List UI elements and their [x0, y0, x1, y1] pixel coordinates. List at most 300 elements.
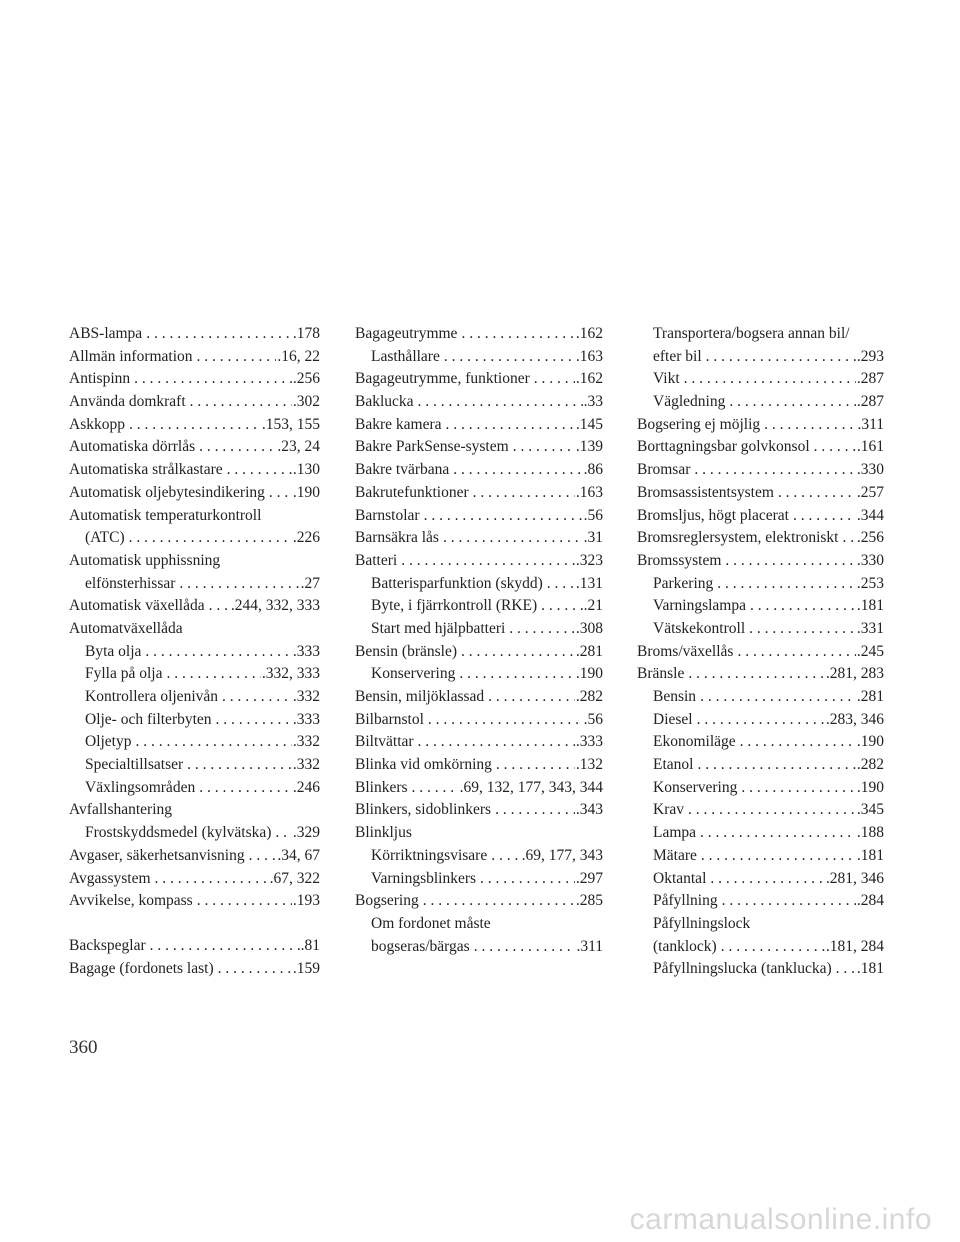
- entry-page-ref: .163: [575, 347, 603, 365]
- page-number: 360: [69, 1037, 98, 1058]
- index-entry: [355, 459, 603, 482]
- index-entry: [637, 436, 884, 459]
- index-entry: [69, 890, 320, 913]
- leader-dots: [760, 414, 856, 437]
- index-entry: [637, 550, 884, 573]
- entry-page-ref: .190: [292, 483, 320, 501]
- entry-term: Bagage (fordonets last): [69, 959, 214, 977]
- watermark-logo: carmanualsonline.info: [629, 1203, 932, 1236]
- leader-dots: [193, 346, 277, 369]
- leader-dots: [487, 845, 520, 868]
- index-entry: [69, 618, 320, 641]
- entry-term: Krav: [653, 801, 684, 819]
- entry-term: Använda domkraft: [69, 393, 186, 411]
- index-subentry: [69, 641, 320, 664]
- entry-term: Bromsar: [637, 461, 691, 479]
- index-entry: [69, 845, 320, 868]
- index-entry: [69, 799, 320, 822]
- entry-page-ref: .162: [575, 325, 603, 342]
- index-subentry: [637, 868, 884, 891]
- entry-term: Barnstolar: [355, 506, 420, 524]
- entry-page-ref: .282: [575, 688, 603, 705]
- entry-page-ref: .287: [856, 393, 884, 411]
- index-subentry: [637, 323, 884, 346]
- entry-page-ref: .256: [292, 370, 320, 388]
- index-entry: [355, 323, 603, 346]
- entry-term: Antispinn: [69, 370, 131, 388]
- entry-page-ref: .16, 22: [277, 347, 320, 365]
- leader-dots: [680, 368, 856, 391]
- index-entry: [637, 505, 884, 528]
- leader-dots: [810, 436, 856, 459]
- leader-dots: [537, 595, 582, 618]
- leader-dots: [690, 459, 855, 482]
- leader-dots: [125, 414, 261, 437]
- leader-dots: [713, 573, 856, 596]
- entry-page-ref: .283, 346: [825, 710, 884, 728]
- leader-dots: [142, 323, 292, 346]
- entry-term: Konservering: [371, 665, 456, 683]
- leader-dots: [195, 436, 276, 459]
- index-subentry: [637, 958, 884, 981]
- index-entry: [355, 822, 603, 845]
- index-entry: [69, 436, 320, 459]
- entry-page-ref: .31: [583, 529, 603, 547]
- entry-term: Bakrutefunktioner: [355, 483, 469, 501]
- entry-page-ref: .56: [583, 710, 603, 728]
- leader-dots: [414, 731, 575, 754]
- index-subentry: [355, 663, 603, 686]
- entry-page-ref: .308: [575, 619, 603, 637]
- leader-dots: [492, 754, 575, 777]
- leader-dots: [684, 663, 825, 686]
- entry-term: Bromsljus, högt placerat: [637, 506, 789, 524]
- index-entry: [69, 505, 320, 528]
- entry-term: Blinkljus: [355, 824, 412, 842]
- index-subentry: [69, 731, 320, 754]
- entry-page-ref: .21: [583, 597, 603, 615]
- leader-dots: [449, 459, 582, 482]
- entry-term: Start med hjälpbatteri: [371, 619, 506, 637]
- leader-dots: [733, 641, 855, 664]
- entry-page-ref: .27: [300, 574, 320, 592]
- index-entry: [355, 550, 603, 573]
- entry-page-ref: .333: [575, 733, 603, 751]
- entry-term: Barnsäkra lås: [355, 529, 439, 547]
- leader-dots: [205, 595, 230, 618]
- entry-term: Broms/växellås: [637, 642, 734, 660]
- entry-term: Bagageutrymme: [355, 325, 458, 342]
- leader-dots: [543, 573, 575, 596]
- index-subentry: [637, 936, 884, 959]
- entry-term: Lasthållare: [371, 347, 440, 365]
- leader-dots: [469, 482, 575, 505]
- entry-page-ref: .302: [292, 393, 320, 411]
- index-entry: [69, 368, 320, 391]
- entry-term: Automatisk oljebytesindikering: [69, 483, 265, 501]
- index-subentry: [637, 822, 884, 845]
- entry-term: Baklucka: [355, 393, 414, 411]
- leader-dots: [151, 868, 269, 891]
- entry-term: Automatisk temperaturkontroll: [69, 506, 262, 524]
- index-entry: [355, 754, 603, 777]
- leader-dots: [530, 368, 575, 391]
- entry-page-ref: .330: [856, 461, 884, 479]
- leader-dots: [457, 641, 575, 664]
- entry-term: Vägledning: [653, 393, 726, 411]
- entry-term: Varningsblinkers: [371, 869, 477, 887]
- leader-dots: [175, 573, 299, 596]
- leader-dots: [684, 799, 856, 822]
- entry-term: Körriktningsvisare: [371, 846, 488, 864]
- leader-dots: [457, 323, 574, 346]
- index-subentry: [637, 799, 884, 822]
- index-subentry: [637, 368, 884, 391]
- index-entry: [69, 414, 320, 437]
- leader-dots: [476, 868, 575, 891]
- entry-page-ref: .181, 284: [825, 937, 884, 955]
- index-subentry: [69, 822, 320, 845]
- leader-dots: [745, 618, 856, 641]
- entry-page-ref: .293: [856, 347, 884, 365]
- entry-term: Bakre ParkSense-system: [355, 438, 509, 456]
- entry-term: Automatisk växellåda: [69, 597, 205, 615]
- entry-term: Varningslampa: [653, 597, 746, 615]
- leader-dots: [696, 822, 856, 845]
- entry-term: Avgassystem: [69, 869, 151, 887]
- entry-page-ref: .331: [856, 619, 884, 637]
- index-subentry: [637, 709, 884, 732]
- entry-page-ref: .244, 332, 333: [230, 597, 320, 615]
- entry-term: Frostskyddsmedel (kylvätska): [85, 824, 272, 842]
- entry-page-ref: .33: [583, 393, 603, 411]
- entry-term: Påfyllningslock: [653, 914, 751, 932]
- index-subentry: [355, 346, 603, 369]
- index-entry: [69, 868, 320, 891]
- entry-term: Avvikelse, kompass: [69, 892, 193, 910]
- leader-dots: [696, 686, 856, 709]
- leader-dots: [186, 391, 292, 414]
- entry-term: Bagageutrymme, funktioner: [355, 370, 530, 388]
- index-subentry: [69, 777, 320, 800]
- leader-dots: [146, 935, 300, 958]
- entry-page-ref: .333: [292, 710, 320, 728]
- entry-term: Bakre kamera: [355, 415, 442, 433]
- entry-term: Blinkers, sidoblinkers: [355, 801, 492, 819]
- leader-dots: [789, 505, 856, 528]
- entry-page-ref: .139: [575, 438, 603, 456]
- entry-page-ref: .181: [856, 960, 884, 978]
- entry-page-ref: .153, 155: [261, 415, 320, 433]
- entry-term: Ekonomiläge: [653, 733, 736, 751]
- entry-page-ref: .159: [292, 959, 320, 977]
- index-subentry: [637, 777, 884, 800]
- leader-dots: [408, 777, 459, 800]
- leader-dots: [214, 958, 292, 981]
- leader-dots: [702, 346, 856, 369]
- entry-page-ref: .145: [575, 415, 603, 433]
- entry-page-ref: .86: [583, 461, 603, 479]
- entry-page-ref: .163: [575, 483, 603, 501]
- entry-term: bogseras/bärgas: [371, 937, 470, 955]
- entry-page-ref: .81: [300, 937, 320, 955]
- index-subentry: [69, 527, 320, 550]
- entry-page-ref: .34, 67: [277, 846, 320, 864]
- index-subentry: [637, 686, 884, 709]
- leader-dots: [717, 936, 825, 959]
- index-entry: [69, 346, 320, 369]
- entry-page-ref: .253: [856, 574, 884, 592]
- entry-term: Om fordonet måste: [371, 914, 491, 932]
- leader-dots: [509, 436, 575, 459]
- index-entry: [69, 550, 320, 573]
- leader-dots: [420, 505, 583, 528]
- entry-page-ref: .332: [292, 688, 320, 705]
- index-entry: [637, 663, 884, 686]
- index-entry: [355, 436, 603, 459]
- entry-term: Bensin: [653, 688, 697, 705]
- leader-dots: [491, 799, 575, 822]
- entry-page-ref: .333: [292, 642, 320, 660]
- entry-page-ref: .190: [856, 733, 884, 751]
- index-entry: [355, 799, 603, 822]
- index-subentry: [637, 890, 884, 913]
- entry-term: Bilbarnstol: [355, 710, 424, 728]
- entry-term: Konservering: [653, 778, 738, 796]
- leader-dots: [271, 822, 291, 845]
- entry-term: Bakre tvärbana: [355, 461, 450, 479]
- leader-dots: [193, 890, 292, 913]
- index-subentry: [69, 686, 320, 709]
- entry-term: Påfyllningslucka (tanklucka): [653, 960, 832, 978]
- index-subentry: [637, 754, 884, 777]
- index-entry: [637, 527, 884, 550]
- leader-dots: [746, 595, 856, 618]
- index-entry: [355, 391, 603, 414]
- leader-dots: [832, 958, 856, 981]
- leader-dots: [470, 936, 576, 959]
- entry-page-ref: .23, 24: [277, 438, 320, 456]
- entry-term: efter bil: [653, 347, 702, 365]
- leader-dots: [212, 709, 292, 732]
- leader-dots: [218, 686, 292, 709]
- entry-page-ref: .287: [856, 370, 884, 388]
- entry-page-ref: .190: [575, 665, 603, 683]
- entry-term: Byte, i fjärrkontroll (RKE): [371, 597, 538, 615]
- entry-term: Bensin, miljöklassad: [355, 688, 485, 705]
- entry-page-ref: .284: [856, 892, 884, 910]
- entry-term: Oktantal: [653, 869, 707, 887]
- leader-dots: [440, 346, 575, 369]
- entry-term: Lampa: [653, 824, 697, 842]
- index-subentry: [637, 391, 884, 414]
- entry-page-ref: .282: [856, 756, 884, 774]
- leader-dots: [484, 686, 575, 709]
- index-entry: [69, 391, 320, 414]
- index-entry: [69, 958, 320, 981]
- entry-term: Batterisparfunktion (skydd): [371, 574, 543, 592]
- entry-page-ref: .329: [292, 824, 320, 842]
- leader-dots: [141, 641, 291, 664]
- index-subentry: [69, 663, 320, 686]
- entry-page-ref: .297: [575, 869, 603, 887]
- index-entry: [355, 527, 603, 550]
- index-entry: [637, 482, 884, 505]
- index-entry: [69, 935, 320, 958]
- index-entry: [355, 368, 603, 391]
- entry-term: Avfallshantering: [69, 801, 173, 819]
- entry-page-ref: .281: [856, 688, 884, 705]
- index-subentry: [69, 573, 320, 596]
- index-column-1: [69, 323, 320, 981]
- entry-term: Bromsassistentsystem: [637, 483, 774, 501]
- entry-term: Automatiska strålkastare: [69, 461, 223, 479]
- index-subentry: [355, 573, 603, 596]
- index-subentry: [637, 731, 884, 754]
- leader-dots: [163, 663, 261, 686]
- entry-term: Bensin (bränsle): [355, 642, 458, 660]
- leader-dots: [706, 868, 825, 891]
- leader-dots: [424, 709, 583, 732]
- index-entry: [355, 709, 603, 732]
- entry-term: Växlingsområden: [85, 778, 196, 796]
- entry-term: Transportera/bogsera annan bil/: [653, 325, 850, 342]
- entry-term: Biltvättar: [355, 733, 414, 751]
- entry-page-ref: .281: [575, 642, 603, 660]
- leader-dots: [439, 527, 583, 550]
- entry-term: Bogsering ej möjlig: [637, 415, 761, 433]
- entry-page-ref: .344: [856, 506, 884, 524]
- entry-page-ref: .130: [292, 461, 320, 479]
- leader-dots: [737, 777, 856, 800]
- entry-page-ref: .181: [856, 846, 884, 864]
- entry-page-ref: .69, 177, 343: [521, 846, 603, 864]
- entry-page-ref: .178: [292, 325, 320, 342]
- index-entry: [637, 414, 884, 437]
- entry-page-ref: .281, 346: [825, 869, 884, 887]
- entry-page-ref: .181: [856, 597, 884, 615]
- entry-term: elfönsterhissar: [85, 574, 176, 592]
- entry-page-ref: .188: [856, 824, 884, 842]
- entry-page-ref: .246: [292, 778, 320, 796]
- entry-term: Fylla på olja: [85, 665, 163, 683]
- leader-dots: [125, 527, 292, 550]
- leader-dots: [693, 754, 855, 777]
- index-subentry: [637, 595, 884, 618]
- entry-term: Vikt: [653, 370, 680, 388]
- leader-dots: [223, 459, 292, 482]
- entry-term: Oljetyp: [85, 733, 132, 751]
- entry-page-ref: .332: [292, 756, 320, 774]
- index-subentry: [637, 618, 884, 641]
- entry-page-ref: .332, 333: [261, 665, 320, 683]
- leader-dots: [397, 550, 575, 573]
- entry-page-ref: .281, 283: [825, 665, 884, 683]
- entry-page-ref: .193: [292, 892, 320, 910]
- index-entry: [69, 459, 320, 482]
- entry-term: (tanklock): [653, 937, 717, 955]
- index-subentry: [355, 618, 603, 641]
- index-subentry: [637, 346, 884, 369]
- index-column-2: [355, 323, 603, 958]
- entry-term: Kontrollera oljenivån: [85, 688, 218, 705]
- entry-term: Vätskekontroll: [653, 619, 746, 637]
- entry-term: Etanol: [653, 756, 694, 774]
- entry-page-ref: .345: [856, 801, 884, 819]
- leader-dots: [505, 618, 575, 641]
- entry-page-ref: .343: [575, 801, 603, 819]
- index-subentry: [69, 754, 320, 777]
- index-entry: [355, 641, 603, 664]
- index-subentry: [637, 573, 884, 596]
- leader-dots: [183, 754, 292, 777]
- entry-term: Bogsering: [355, 892, 419, 910]
- entry-term: Parkering: [653, 574, 714, 592]
- leader-dots: [718, 890, 856, 913]
- leader-dots: [693, 709, 825, 732]
- entry-page-ref: .162: [575, 370, 603, 388]
- leader-dots: [245, 845, 277, 868]
- entry-page-ref: .132: [575, 756, 603, 774]
- entry-term: Olje- och filterbyten: [85, 710, 212, 728]
- entry-term: Automatiska dörrlås: [69, 438, 196, 456]
- entry-term: Allmän information: [69, 347, 193, 365]
- entry-term: Automatväxellåda: [69, 619, 183, 637]
- leader-dots: [774, 482, 856, 505]
- entry-page-ref: .323: [575, 551, 603, 569]
- leader-dots: [414, 391, 583, 414]
- entry-term: Byta olja: [85, 642, 142, 660]
- entry-page-ref: .311: [857, 415, 884, 433]
- entry-term: Avgaser, säkerhetsanvisning: [69, 846, 245, 864]
- entry-page-ref: .285: [575, 892, 603, 910]
- entry-term: Bromsreglersystem, elektroniskt: [637, 529, 839, 547]
- entry-page-ref: .256: [856, 529, 884, 547]
- leader-dots: [195, 777, 292, 800]
- index-subentry: [69, 709, 320, 732]
- entry-term: Diesel: [653, 710, 693, 728]
- leader-dots: [442, 414, 575, 437]
- entry-term: Borttagningsbar golvkonsol: [637, 438, 810, 456]
- entry-term: Bränsle: [637, 665, 685, 683]
- index-subentry: [637, 845, 884, 868]
- entry-page-ref: .332: [292, 733, 320, 751]
- leader-dots: [725, 391, 856, 414]
- index-subentry: [355, 913, 603, 936]
- index-entry: [637, 641, 884, 664]
- index-entry: [355, 482, 603, 505]
- index-entry: [355, 505, 603, 528]
- leader-dots: [130, 368, 292, 391]
- index-entry: [69, 482, 320, 505]
- entry-term: Specialtillsatser: [85, 756, 184, 774]
- entry-term: Automatisk upphissning: [69, 551, 221, 569]
- leader-dots: [721, 550, 855, 573]
- leader-dots: [838, 527, 855, 550]
- entry-page-ref: .56: [583, 506, 603, 524]
- entry-term: Backspeglar: [69, 937, 146, 955]
- entry-page-ref: .226: [292, 529, 320, 547]
- entry-page-ref: .190: [856, 778, 884, 796]
- entry-term: ABS-lampa: [69, 325, 143, 342]
- leader-dots: [455, 663, 575, 686]
- index-subentry: [355, 845, 603, 868]
- index-entry: [69, 595, 320, 618]
- leader-dots: [132, 731, 292, 754]
- index-entry: [355, 890, 603, 913]
- entry-page-ref: .330: [856, 551, 884, 569]
- index-entry: [69, 323, 320, 346]
